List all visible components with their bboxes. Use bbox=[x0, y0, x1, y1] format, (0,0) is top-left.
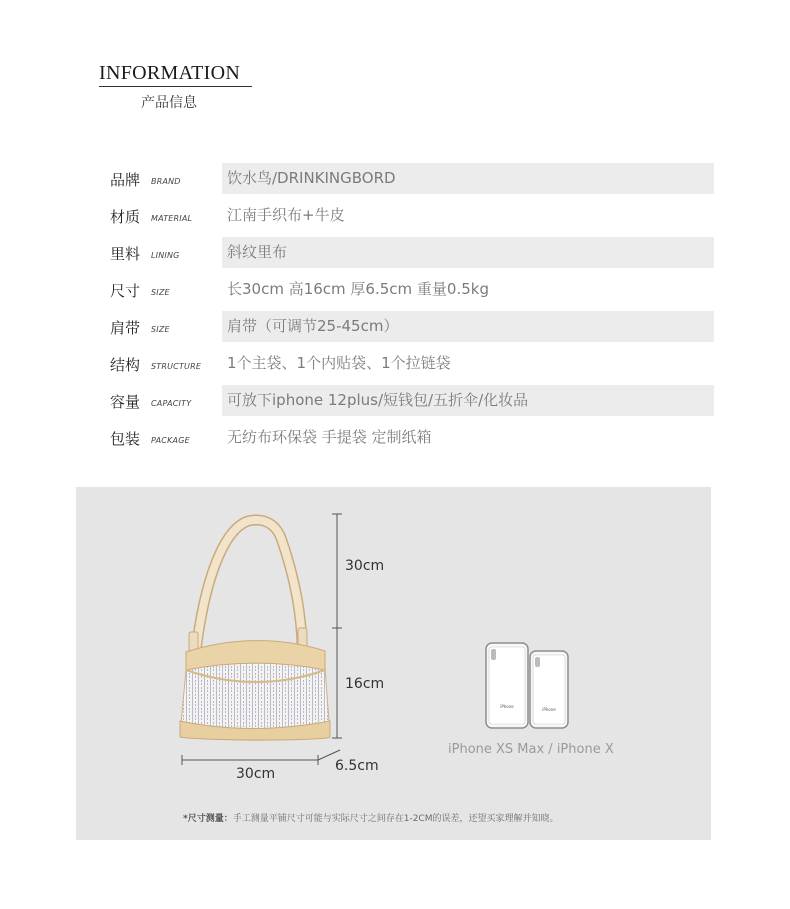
section-title: INFORMATION bbox=[99, 62, 241, 84]
spec-label-en: MATERIAL bbox=[151, 214, 193, 223]
spec-value: 斜纹里布 bbox=[222, 237, 714, 268]
spec-label: 包装 bbox=[110, 430, 141, 448]
phone-large bbox=[486, 643, 528, 728]
spec-label: 里料 bbox=[110, 245, 141, 263]
spec-label-en: LINING bbox=[151, 251, 180, 260]
spec-value: 可放下iphone 12plus/短钱包/五折伞/化妆品 bbox=[222, 385, 714, 416]
width-dimension bbox=[182, 750, 340, 765]
note-label: *尺寸测量： bbox=[183, 814, 233, 824]
spec-value: 江南手织布+牛皮 bbox=[227, 206, 345, 224]
spec-value: 肩带（可调节25-45cm） bbox=[222, 311, 714, 342]
spec-value: 无纺布环保袋 手提袋 定制纸箱 bbox=[227, 428, 432, 446]
spec-value: 饮水鸟/DRINKINGBORD bbox=[222, 163, 714, 194]
spec-label-en: SIZE bbox=[151, 288, 170, 297]
width-label: 30cm bbox=[236, 766, 276, 782]
spec-label-en: BRAND bbox=[151, 177, 181, 186]
note-text: 手工测量平铺尺寸可能与实际尺寸之间存在1-2CM的误差，还望买家理解并知晓。 bbox=[232, 814, 559, 824]
phones-caption: iPhone XS Max / iPhone X bbox=[448, 742, 614, 757]
section-subtitle: 产品信息 bbox=[141, 95, 197, 111]
spec-label-en: SIZE bbox=[151, 325, 170, 334]
strap-height-label: 30cm bbox=[345, 558, 385, 574]
height-dimension bbox=[332, 514, 342, 738]
phone-small bbox=[530, 651, 568, 728]
spec-label: 容量 bbox=[110, 393, 141, 411]
bag-strap bbox=[189, 520, 307, 654]
spec-label-en: PACKAGE bbox=[151, 436, 190, 445]
phone-screen-label: iPhone bbox=[542, 707, 556, 712]
bag-body bbox=[180, 641, 330, 741]
depth-label: 6.5cm bbox=[335, 758, 379, 774]
phone-screen-label: iPhone bbox=[500, 704, 514, 709]
spec-value: 1个主袋、1个内贴袋、1个拉链袋 bbox=[227, 354, 451, 372]
spec-label: 肩带 bbox=[110, 319, 141, 337]
measurement-note bbox=[183, 811, 558, 824]
spec-label-en: STRUCTURE bbox=[151, 362, 202, 371]
body-height-label: 16cm bbox=[345, 676, 385, 692]
spec-label: 尺寸 bbox=[110, 282, 141, 300]
spec-label-en: CAPACITY bbox=[151, 399, 192, 408]
spec-label: 结构 bbox=[110, 356, 141, 374]
spec-value: 长30cm 高16cm 厚6.5cm 重量0.5kg bbox=[227, 280, 489, 298]
spec-label: 材质 bbox=[110, 208, 141, 226]
spec-label: 品牌 bbox=[110, 171, 141, 189]
